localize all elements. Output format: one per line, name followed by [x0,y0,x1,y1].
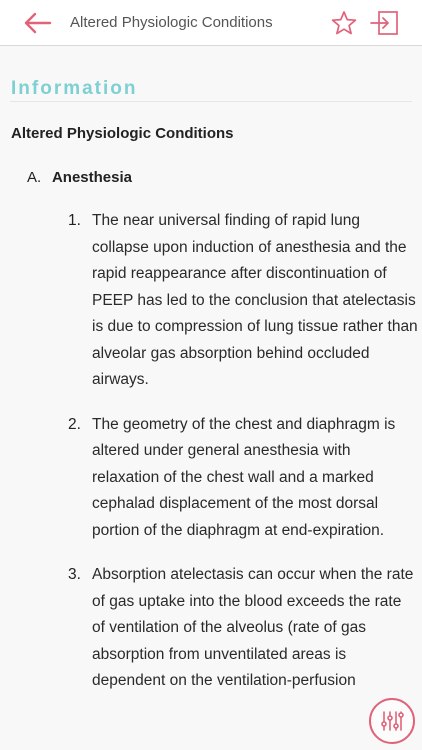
star-icon[interactable] [330,10,358,36]
list-item-number: 1. [68,212,81,229]
subsection-heading [27,168,132,186]
sliders-icon [380,709,404,733]
sign-out-icon[interactable] [369,9,401,37]
section-divider [10,101,412,102]
list-item [68,412,418,545]
top-nav-bar [0,0,422,46]
settings-fab-button[interactable] [369,698,415,744]
list-item [68,208,418,394]
document-title: Altered Physiologic Conditions [11,125,234,142]
section-heading: Information [11,78,138,99]
back-arrow-icon[interactable] [22,8,54,38]
list-item-number: 3. [68,566,81,583]
subsection-label: Anesthesia [51,169,133,186]
nav-title: Altered Physiologic Conditions [70,14,273,31]
list-item-text: Absorption atelectasis can occur when the rate of gas uptake into the blood exceeds the rate of ventilation of the alveolus (rate of gas absorption from unventilated areas is dependent on the ventilation-perfusion [92,566,414,689]
numbered-list [68,208,418,713]
list-item-text: The near universal finding of rapid lung collapse upon induction of anesthesia and the rapid reappearance after discontinuation of PEEP has led to the conclusion that atelectasis is due to compression of lung tissue rather than alveolar gas absorption behind occluded airways. [92,212,418,388]
list-item [68,562,418,695]
list-item-text: The geometry of the chest and diaphragm is altered under general anesthesia with relaxation of the chest wall and a marked cephalad displacement of the most dorsal portion of the diaphragm at end-expiration. [92,415,396,539]
subsection-marker: A. [27,169,42,186]
list-item-number: 2. [68,415,81,433]
content-area[interactable] [0,46,422,750]
